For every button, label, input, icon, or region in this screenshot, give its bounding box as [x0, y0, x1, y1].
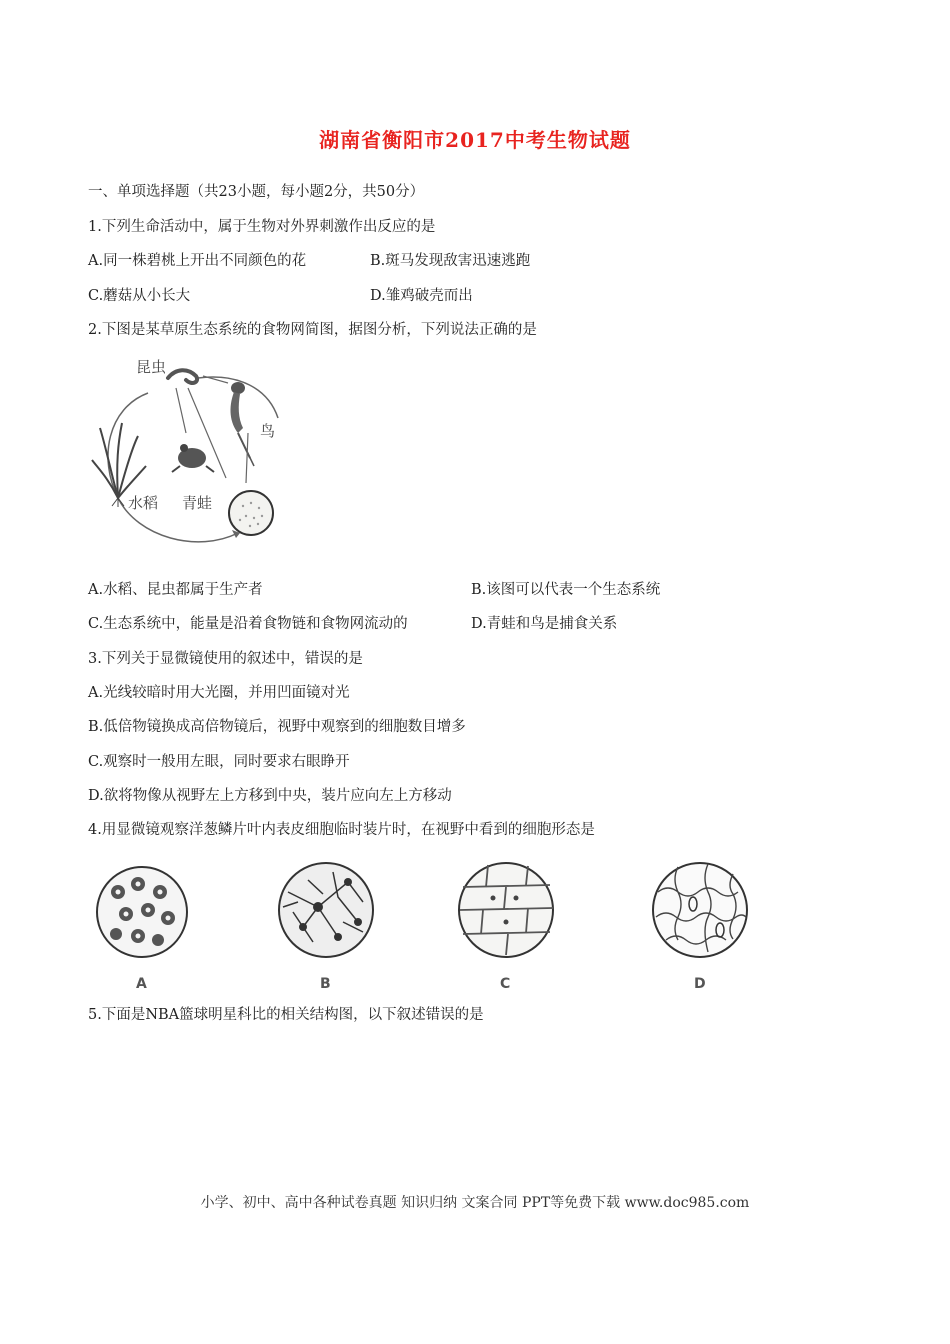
question-1-option-c: C.蘑菇从小长大: [88, 288, 191, 304]
frog-icon: [172, 444, 214, 472]
question-3-option-a: A.光线较暗时用大光圈，并用凹面镜对光: [88, 685, 350, 701]
question-3-stem: 3.下列关于显微镜使用的叙述中，错误的是: [88, 651, 363, 667]
caption-c: C: [500, 976, 511, 992]
question-2-option-c: C.生态系统中，能量是沿着食物链和食物网流动的: [88, 616, 408, 632]
label-rice: 水稻: [128, 494, 159, 512]
question-2-option-d: D.青蛙和鸟是捕食关系: [471, 616, 618, 632]
arrow-insect-frog: [176, 388, 186, 433]
insect-icon: [168, 370, 197, 383]
food-web-figure: [88, 348, 300, 560]
question-2-option-a: A.水稻、昆虫都属于生产者: [88, 582, 263, 598]
cell-images-figure: [88, 852, 808, 997]
caption-b: B: [320, 976, 331, 992]
question-3-option-b: B.低倍物镜换成高倍物镜后，视野中观察到的细胞数目增多: [88, 719, 466, 735]
label-bird: 鸟: [260, 422, 276, 440]
arrow-bird-decomposer: [246, 433, 248, 483]
bird-icon: [231, 382, 254, 466]
page-title: 湖南省衡阳市2017中考生物试题: [319, 128, 631, 152]
question-1-option-b: B.斑马发现敌害迅速逃跑: [370, 253, 531, 269]
cell-image-c: [459, 863, 553, 957]
question-5-stem: 5.下面是NBA篮球明星科比的相关结构图，以下叙述错误的是: [88, 1007, 484, 1023]
caption-d: D: [694, 976, 706, 992]
label-frog: 青蛙: [182, 494, 213, 512]
question-1-option-a: A.同一株碧桃上开出不同颜色的花: [88, 253, 307, 269]
cell-image-d: [653, 863, 747, 957]
question-2-option-b: B.该图可以代表一个生态系统: [471, 582, 661, 598]
caption-a: A: [136, 976, 147, 992]
section-heading: 一、单项选择题（共23小题，每小题2分，共50分）: [88, 184, 425, 200]
label-insect: 昆虫: [136, 358, 167, 376]
decomposer-icon: [229, 491, 273, 535]
question-1-stem: 1.下列生命活动中，属于生物对外界刺激作出反应的是: [88, 219, 436, 235]
question-4-stem: 4.用显微镜观察洋葱鳞片叶内表皮细胞临时装片时，在视野中看到的细胞形态是: [88, 822, 595, 838]
question-2-stem: 2.下图是某草原生态系统的食物网简图，据图分析，下列说法正确的是: [88, 322, 537, 338]
cell-image-a: [97, 867, 187, 957]
cell-image-b: [279, 863, 373, 957]
page-footer: 小学、初中、高中各种试卷真题 知识归纳 文案合同 PPT等免费下载 www.doc985.com: [200, 1195, 750, 1211]
question-3-option-d: D.欲将物像从视野左上方移到中央，装片应向左上方移动: [88, 788, 452, 804]
question-3-option-c: C.观察时一般用左眼，同时要求右眼睁开: [88, 754, 350, 770]
question-1-option-d: D.雏鸡破壳而出: [370, 288, 473, 304]
